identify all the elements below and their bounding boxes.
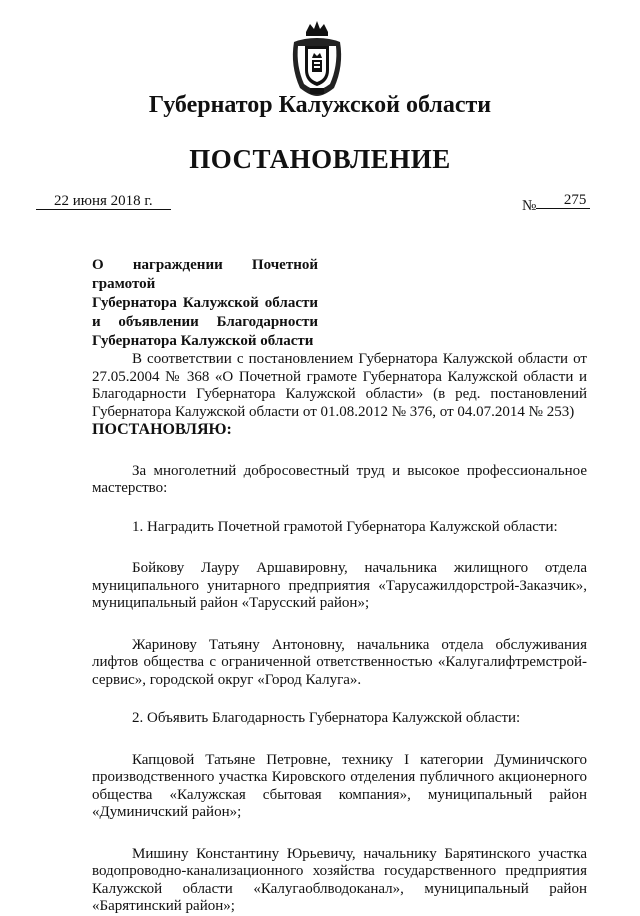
item-2-heading: 2. Объявить Благодарность Губернатора Калужской области: xyxy=(132,710,521,726)
item-1-heading: 1. Наградить Почетной грамотой Губернатора Калужской области: xyxy=(132,518,558,535)
thanks-paragraph: Мишину Константину Юрьевичу, начальнику Барятинского участка водопроводно-канализационного хозяйства государственного предприятия Калужской области «Калугаоблводоканал», муниципальный район «Барятинский район»; xyxy=(92,845,587,914)
document-subject xyxy=(92,256,318,351)
coat-of-arms-icon xyxy=(286,18,348,98)
document-type: ПОСТАНОВЛЕНИЕ xyxy=(189,144,451,174)
number-value: 275 xyxy=(536,192,590,209)
subject-line: О награждении Почетной грамотой xyxy=(92,257,318,292)
issuing-authority: Губернатор Калужской области xyxy=(148,92,492,118)
reason-paragraph: За многолетний добросовестный труд и высокое профессиональное мастерство: xyxy=(92,462,587,496)
document-number xyxy=(522,192,590,215)
document-date: 22 июня 2018 г. xyxy=(36,193,171,210)
subject-line: Губернатора Калужской области xyxy=(92,295,318,311)
number-sign: № xyxy=(522,198,537,214)
award-paragraph: Жаринову Татьяну Антоновну, начальника отдела обслуживания лифтов общества с ограниченной ответственностью «Калугалифтремстрой-сервис», городской округ «Город Калуга». xyxy=(92,636,587,688)
preamble-paragraph: В соответствии с постановлением Губернатора Калужской области от 27.05.2004 № 368 «О Почетной грамоте Губернатора Калужской области и Благодарности Губернатора Калужской области» (в ред. постановлений Губернатора Калужской области от 01.08.2012 № 376, от 04.07.2014 № 253) xyxy=(92,351,587,420)
subject-line: Губернатора Калужской области xyxy=(92,333,314,349)
subject-line: и объявлении Благодарности xyxy=(92,314,318,330)
decree-word: ПОСТАНОВЛЯЮ: xyxy=(92,421,232,438)
document-body xyxy=(92,351,587,916)
award-paragraph: Бойкову Лауру Аршавировну, начальника жилищного отдела муниципального унитарного предприятия «Тарусажилдорстрой-Заказчик», муниципальный район «Тарусский район»; xyxy=(92,560,587,611)
thanks-paragraph: Капцовой Татьяне Петровне, технику I категории Думиничского производственного участка Кировского отделения публичного акционерного общества «Калужская сбытовая компания», муниципальный район «Думиничский район»; xyxy=(92,751,587,820)
